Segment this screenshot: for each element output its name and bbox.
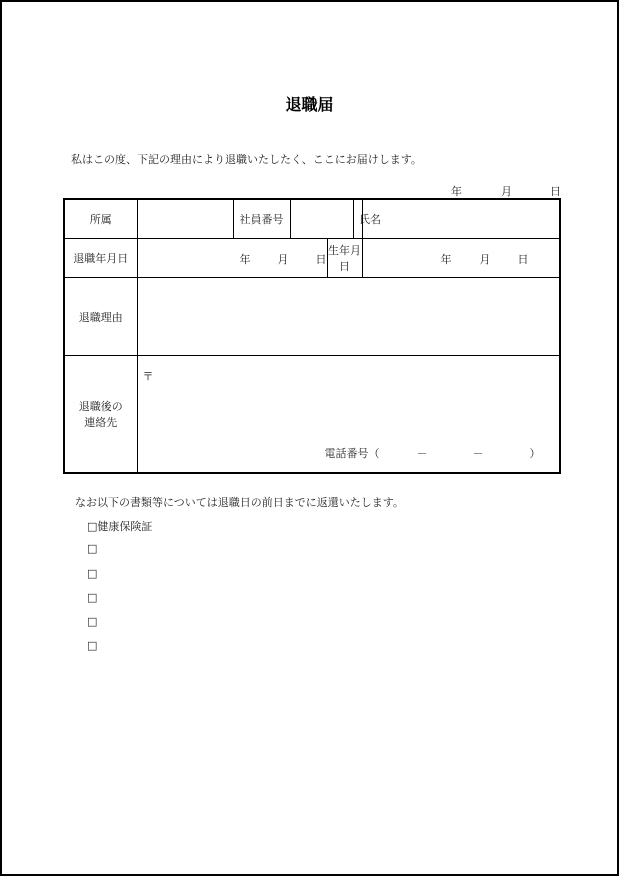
contact-label-line2: 連絡先 (84, 416, 118, 429)
reason-field[interactable] (137, 278, 560, 356)
document-title: 退職届 (285, 95, 334, 114)
birth-day-label: 日 (517, 253, 529, 266)
contact-field[interactable] (137, 356, 560, 474)
checklist-item[interactable]: □ (87, 567, 98, 580)
birth-date-field[interactable] (362, 239, 560, 278)
retire-date-field[interactable] (137, 239, 327, 278)
retire-year-label: 年 (239, 253, 251, 266)
name-field[interactable] (362, 199, 560, 239)
checklist-item[interactable]: □ (87, 615, 98, 628)
reason-label: 退職理由 (64, 278, 137, 356)
submission-month-label: 月 (501, 185, 512, 198)
affiliation-field[interactable] (137, 199, 233, 239)
table-row (64, 278, 560, 356)
affiliation-label: 所属 (64, 199, 137, 239)
intro-text: 私はこの度、下記の理由により退職いたしたく、ここにお届けします。 (71, 153, 422, 166)
phone-label: 電話番号（ (324, 447, 380, 460)
birth-date-label: 生年月日 (327, 239, 362, 278)
checklist-item[interactable]: □ (87, 591, 98, 604)
table-row (64, 356, 560, 474)
submission-year-label: 年 (451, 185, 462, 198)
contact-label (64, 356, 137, 474)
contact-label-line1: 退職後の (78, 400, 123, 413)
name-label: 氏名 (359, 213, 381, 226)
return-documents-note: なお以下の書類等については退職日の前日までに返還いたします。 (75, 496, 404, 509)
retire-day-label: 日 (315, 253, 327, 266)
retire-month-label: 月 (277, 253, 289, 266)
retire-date-label: 退職年月日 (64, 239, 137, 278)
phone-close: ） (529, 447, 541, 460)
employee-number-label: 社員番号 (233, 199, 290, 239)
postal-mark: 〒 (142, 370, 154, 383)
checklist-item[interactable]: □ (87, 542, 98, 555)
birth-year-label: 年 (440, 253, 452, 266)
checklist-item[interactable]: □ (87, 639, 98, 652)
birth-month-label: 月 (479, 253, 491, 266)
submission-day-label: 日 (550, 185, 561, 198)
resignation-form-table (63, 198, 561, 474)
phone-dash-2: － (472, 447, 484, 460)
table-row (64, 199, 560, 239)
phone-dash-1: － (416, 447, 428, 460)
employee-number-field[interactable] (290, 199, 353, 239)
table-row (64, 239, 560, 278)
checklist-item[interactable]: □健康保険証 (87, 520, 153, 533)
